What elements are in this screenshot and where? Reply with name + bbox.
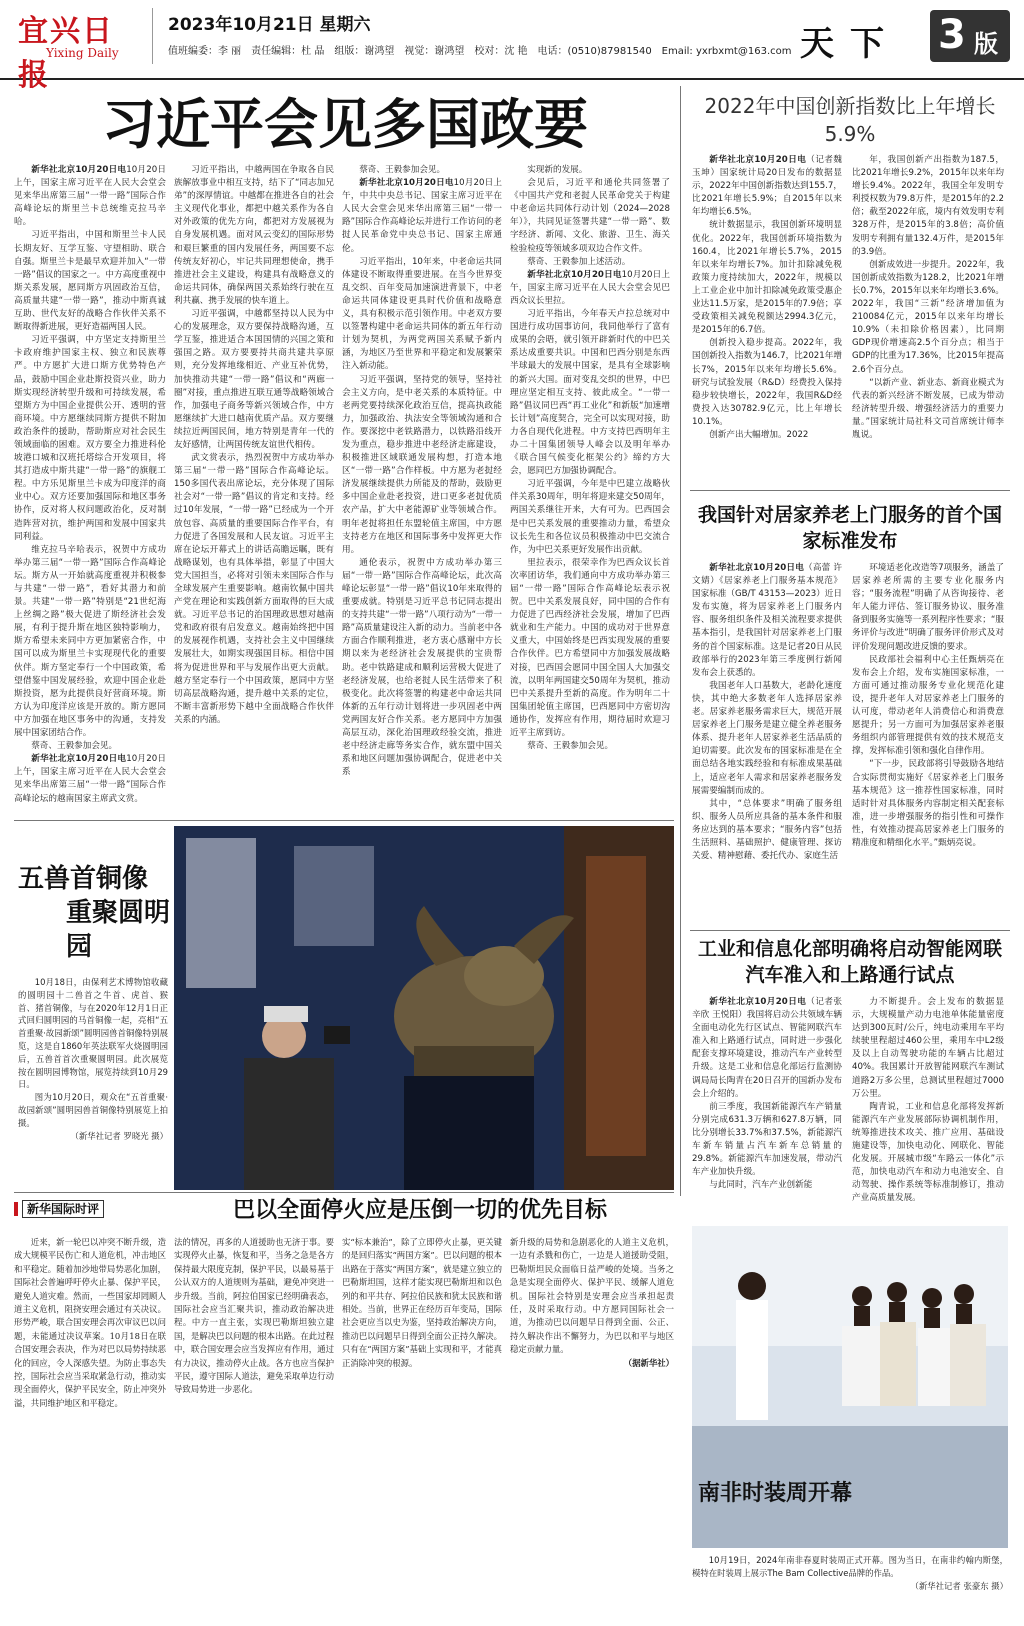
paragraph-text: 10月20日上午，国家主席习近平在人民大会堂会见来华出席第三届“一带一路”国际合作高峰论坛的越南国家主席武文赏。: [14, 754, 166, 804]
paragraph: [852, 259, 1004, 377]
commentary-col2: 法的情况，再多的人道援助也无济于事。要实现停火止暴，恢复和平，当务之急是各方保持最大限度克制，保护平民，以最易基于公认双方的人道规则为基础，避免冲突进一步升级。当前，阿拉伯国家已经明确表态，国际社会应当汇聚共识，推动政治解决进程。中方一直主张，实现巴勒斯坦独立建国，是解决巴以问题的根本出路。在此过程中，联合国安理会应当发挥应有作用，通过有力决议，推动停火止战。各方也应当保护平民，遵守国际人道法，避免采取单边行动导致局势进一步恶化。: [174, 1237, 334, 1395]
paragraph-text: 力不断提升。会上发布的数据显示，大规模量产动力电池单体能量密度达到300瓦时/公斤，纯电动乘用车平均续驶里程超过460公里，乘用车中L2级及以上自动驾驶功能的车辆占比超过40%。我国累计开放智能网联汽车测试道路2万多公里，总测试里程超过7000万公里。: [852, 997, 1004, 1099]
innovation-headline-text: 2022年中国创新指数比上年增长5.9%: [704, 94, 996, 146]
paragraph-text: 习近平指出，中国和斯里兰卡人民长期友好、互学互鉴、守望相助、联合自强。斯里兰卡是最早欢迎并加入“一带一路”倡议的国家之一。中方高度重视中斯关系发展，愿同斯方巩固政治互信，高质量共建“一带一路”，推动中斯真诚互助、世代友好的战略合作伙伴关系不断取得新进展，更好造福两国人民。: [14, 230, 166, 333]
paragraph: [852, 154, 1004, 259]
bronze-caption-credit: （新华社记者 罗晓光 摄）: [70, 1130, 168, 1141]
paragraph-text: 10月20日上午，国家主席习近平在人民大会堂会见来华出席第三届“一带一路”国际合作高峰论坛的斯里兰卡总统维克拉马辛哈。: [14, 165, 166, 228]
bronze-caption-detail: 图为10月20日，观众在“五首重聚·故园新颂”圆明园兽首铜像特别展览上拍摄。: [18, 1092, 168, 1128]
dateline: 新华社北京10月20日电: [31, 754, 127, 765]
paragraph-text: 会见后，习近平和通伦共同签署了《中国共产党和老挝人民革命党关于构建中老命运共同体行动计划（2024—2028年）》，共同见证签署共建“一带一路”、数字经济、新闻、文化、旅游、卫生、海关检验检疫等领域多项双边合作文件。: [510, 178, 670, 254]
paragraph: [14, 229, 166, 334]
bronze-scene-illustration: [174, 826, 674, 1190]
paragraph-text: 习近平指出，10年来，中老命运共同体建设不断取得重要进展。在当今世界变乱交织、百年变局加速演进背景下，中老命运共同体建设更具时代价值和战略意义，具有积极示范引领作用。中老双方要以签署构建中老命运共同体的新五年行动计划为契机，为两党两国关系赋予新内涵，为地区乃至世界和平稳定和发展繁荣注入新动能。: [342, 256, 502, 372]
commentary-tag: [14, 1200, 104, 1217]
commentary-col4: [510, 1236, 674, 1616]
paragraph: [174, 308, 334, 452]
paragraph: [342, 557, 502, 780]
commentary-tag-text: 新华国际时评: [22, 1200, 104, 1218]
paragraph-text: 习近平指出，中越两国在争取各自民族解放事业中相互支持，结下了“同志加兄弟”的深厚情谊。中越都在推进各自的社会主义现代化事业，都把中越关系作为各自对外政策的优先方向，都把对方发展视为自身发展机遇。面对风云变幻的国际形势和艰巨繁重的国内发展任务，两国要不忘传统友好初心，牢记共同理想使命，携手推进社会主义建设，构建具有战略意义的命运共同体，确保两国关系始终行驶在互利共赢、携手发展的快车道上。: [174, 165, 334, 306]
paragraph: [510, 308, 670, 478]
paragraph: [510, 177, 670, 256]
paragraph: [692, 1101, 842, 1180]
paragraph-text: （记者张辛欣 王悦阳）我国将启动公共领域车辆全面电动化先行区试点、智能网联汽车准入和上路通行试点，同时进一步强化配套支撑环境建设，推动汽车产业转型升级。这是工业和信息化部运行监测协调局局长陶青在20日召开的国新办发布会上介绍的。: [692, 997, 842, 1099]
paragraph: [342, 164, 502, 177]
paragraph-text: （记者魏玉坤）国家统计局20日发布的数据显示，2022年中国创新指数达到155.7，比2021年增长5.9%；自2015年以来年均增长6.5%。: [692, 155, 842, 218]
paragraph-text: 蔡奇、王毅参加会见。: [359, 165, 446, 175]
paragraph: [510, 557, 670, 740]
paragraph-text: 统计数据显示，我国创新环境明显优化。2022年，我国创新环境指数为160.4，比2021年增长5.7%，2015年以来年均增长7%。加计扣除减免税政策力度持续加大，2022年，规模以上工业企业中加计扣除减免政策受惠企业达11.5万家，是2015年的7.9倍；享受政策相关减免税额达2994.3亿元，是2015年的6.7倍。: [692, 220, 842, 336]
paragraph-text: “以新产业、新业态、新商业模式为代表的新兴经济不断发展，已成为带动经济转型升级、增强经济活力的重要力量。”国家统计局社科文司首席统计师李胤说。: [852, 377, 1004, 440]
dateline: 新华社北京10月20日电: [709, 155, 807, 165]
paragraph-text: 其中，“总体要求”明确了服务组织、服务人员所应具备的基本条件和服务应达到的基本要求；“服务内容”包括生活照料、基础照护、健康管理、探访关爱、精神慰藉、委托代办、家庭生活: [692, 798, 842, 862]
paragraph-text: 通伦表示，祝贺中方成功举办第三届“一带一路”国际合作高峰论坛，此次高峰论坛彰显“一带一路”倡议10年来取得的重要成就。特别是习近平总书记同志提出的支持共建“一带一路”八项行动为“一带一路”高质量建设注入新的动力。当前老中各方面合作顺利推进，老方衷心感谢中方长期以来为老经济社会发展提供的宝贵帮助。老中铁路建成和顺利运营极大促进了老经济发展，也给老挝人民生活带来了积极变化。此次将签署的构建老中命运共同体新的五年行动计划将进一步巩固老中两党两国友好合作关系。老方愿同中方加强高层互动，深化治国理政经验交流，推进老中经济走廊等务实合作，就东盟中国关系和地区问题加强协调配合，促进老中关系: [342, 557, 502, 778]
paragraph: [692, 680, 842, 798]
paragraph: [14, 544, 166, 740]
commentary-source: （据新华社）: [623, 1357, 674, 1368]
paragraph-text: 民政部社会福利中心主任甄炳亮在发布会上介绍，发布实施国家标准，一方面可通过推动服务专业化规范化建设，提升老年人对居家养老上门服务的认可度，带动老年人消费信心和消费意愿提升；另一方面可为加强居家养老服务组织内部管理提供有效的技术规范支撑，发挥标准引领和强化自律作用。: [852, 654, 1004, 757]
paragraph: [852, 377, 1004, 442]
fashion-caption: [692, 1554, 1008, 1618]
paragraph-text: 年，我国创新产出指数为187.5，比2021年增长9.2%，2015年以来年均增长9.4%。2022年，我国全年发明专利授权数为79.8万件，是2015年的2.2倍；截至2022年底，境内有效发明专利328万件，是2015年的3.8倍；高价值发明专利拥有量132.4万件，是2015年的3.9倍。: [852, 155, 1004, 257]
dateline: 新华社北京10月20日电: [31, 165, 127, 175]
dateline: 新华社北京10月20日电: [359, 178, 454, 189]
paragraph: [174, 164, 334, 308]
logo-text: 宜兴日报: [18, 14, 114, 93]
divider: [690, 930, 1010, 931]
paragraph-text: 创新投入稳步提高。2022年，我国创新投入指数为146.7，比2021年增长7%，2015年以来年均增长5.6%。研究与试验发展（R&D）经费投入保持稳步较快增长，2022年，我国R&D经费投入达30782.9亿元，比上年增长10.1%。: [692, 338, 842, 427]
issue-date: 2023年10月21日 星期六: [168, 15, 371, 35]
bronze-title-line1: 五兽首铜像: [18, 864, 149, 894]
paragraph: [14, 164, 166, 229]
logo-english: Yixing Daily: [46, 46, 119, 60]
paragraph: [510, 164, 670, 177]
paragraph: [852, 1101, 1004, 1206]
commentary-col1: 近来，新一轮巴以冲突不断升级，造成大规模平民伤亡和人道危机，冲击地区和平稳定。随着加沙地带局势恶化加剧，国际社会普遍呼吁停火止暴、保护平民，避免人道灾难。然而，一些国家却罔顾人道主义危机，阻挠安理会通过有关决议。形势严峻，联合国安理会再次审议巴以问题，未能通过决议草案。10月18日在联合国安理会表决，作为对巴以局势持续恶化的回应，令人深感失望。为防止事态失控，国际社会应当采取紧急行动，推动实现全面停火，保护平民安全，防止冲突外溢，共同维护地区和平稳定。: [14, 1237, 166, 1408]
section-title: 天下: [800, 24, 900, 64]
paragraph: [692, 337, 842, 429]
paragraph: [692, 798, 842, 863]
paragraph-text: 环境适老化改造等7项服务，涵盖了居家养老所需的主要专业化服务内容；“服务流程”明确了从咨询接待、老年人能力评估、签订服务协议、服务准备到服务实施等一系列程序性要求；“服务评价与改进”明确了服务评价形式及对评价发现问题改进反馈的要求。: [852, 563, 1004, 652]
paragraph-text: 前三季度，我国新能源汽车产销量分别完成631.3万辆和627.8万辆，同比分别增长33.7%和37.5%，新能源汽车新车销量占汽车新车总销量的29.8%。新能源汽车加速发展，带动汽车产业加快升级。: [692, 1101, 842, 1178]
commentary-col3: 实“标本兼治”，除了立即停火止暴，更关键的是回归落实“两国方案”。巴以问题的根本出路在于落实“两国方案”，就是建立独立的巴勒斯坦国，这样才能实现巴勒斯坦和以色列的和平共存、阿拉伯民族和犹太民族和谐相处。当前，世界正在经历百年变局，国际社会更应当以史为鉴，坚持政治解决方向，推动巴以问题早日得到全面公正持久解决。只有在“两国方案”基础上实现和平，才能真正消除冲突的根源。: [342, 1237, 502, 1368]
article-innovation-col2: [852, 154, 1004, 476]
bronze-caption-main: 10月18日，由保利艺术博物馆收藏的圆明园十二兽首之牛首、虎首、猴首、猪首铜像，与在2020年12月1日正式回归圆明园的马首铜像一起，亮相“五首重聚·故园新颂”圆明园兽首铜像特别展览，这是自1860年英法联军火烧圆明园后，五兽首首次重聚圆明园。此次展览按在圆明园博物馆，展览持续到10月29日。: [18, 977, 168, 1090]
paragraph-text: 习近平强调，中方坚定支持斯里兰卡政府维护国家主权、独立和民族尊严。中方愿扩大进口斯方优势特色产品，鼓励中国企业赴斯投资兴业，助力斯实现经济转型升级和可持续发展，希望斯方为中国企业提供公开、透明的营商环境。中方愿继续同斯方提供不附加政治条件的援助，帮助斯应对社会民生领域面临的困难。双方要全力推进科伦坡港口城和汉班托塔综合开发项目，将其打造成中斯共建“一带一路”的旗舰工程。中方乐见斯里兰卡成为印度洋的商业中心。双方还要加强国际和地区事务协作，反对将人权问题政治化，反对制造阵营对抗，维护两国和发展中国家共同利益。: [14, 335, 166, 542]
paragraph: [692, 429, 842, 442]
masthead: [0, 0, 1024, 93]
article-elderly-col1: [692, 562, 842, 918]
page-suffix: 版: [974, 30, 998, 58]
paragraph: [14, 334, 166, 544]
paragraph: [342, 374, 502, 557]
paragraph-text: 与此同时，汽车产业创新能: [709, 1180, 813, 1191]
article-xi-headline: 习近平会见多国政要: [102, 93, 588, 156]
fashion-title: 南非时装周开幕: [698, 1481, 853, 1506]
paragraph-text: 创新成效进一步提升。2022年，我国创新成效指数为128.2，比2021年增长0.7%，2015年以来年均增长3.6%。2022年，我国“三新”经济增加值为210084亿元，2015年以来年均增长10.9%（未扣除价格因素），比同期GDP现价增速高2.5个百分点；相当于GDP的比重为17.36%，比2015年提高2.6个百分点。: [852, 259, 1004, 375]
paragraph-text: 蔡奇、王毅参加会见。: [527, 741, 614, 752]
article-xi-col1: [14, 164, 166, 808]
paragraph: [14, 753, 166, 805]
newspaper-logo: [18, 6, 138, 93]
divider: [690, 490, 1010, 491]
paragraph-text: 维克拉马辛哈表示，祝贺中方成功举办第三届“一带一路”国际合作高峰论坛。斯方从一开始就高度重视并积极参与共建“一带一路”，看好其潜力和前景。共建“一带一路”特别是“21世纪海上丝绸之路”极大促进了斯经济社会发展，有利于提升斯在地区独特影响力，斯方希望未来同中方更加紧密合作，中国可以成为斯里兰卡实现现代化的重要伙伴。斯方坚定奉行一个中国政策，希望借鉴中国发展经验，欢迎中国企业赴斯投资，愿为此提供良好营商环境。斯方认为印度洋应该是开放的。斯方愿同中方加强在地区事务中的沟通，支持发展中国家团结合作。: [14, 544, 166, 739]
paragraph-text: 我国老年人口基数大，老龄化速度快，其中绝大多数老年人选择居家养老。居家养老服务需求巨大，规范开展居家养老上门服务是建立健全养老服务体系、提升老年人居家养老生活品质的迫切需要。此次发布的国家标准是在全面总结各地实践经验和有标准成果基础上，适应老年人需求和居家养老服务发展需要编制而成的。: [692, 680, 842, 796]
paragraph: [510, 256, 670, 269]
paragraph-text: 实现新的发展。: [527, 165, 588, 175]
article-auto-headline: 工业和信息化部明确将启动智能网联汽车准入和上路通行试点: [697, 938, 1002, 986]
article-innovation-headline: [690, 92, 1010, 148]
paragraph-text: 习近平指出，今年春天卢拉总统对中国进行成功国事访问，我同他举行了富有成果的会晤，就引领开辟新时代的中巴关系达成重要共识。中国和巴西分别是东西半球最大的发展中国家，是具有全球影响的新兴大国。面对变乱交织的世界，中巴理应坚定相互支持、彼此成全。“一带一路”倡议同巴西“再工业化”和新版“加速增长计划”高度契合，完全可以实现对接，助力各自现代化进程。中方支持巴西明年主办二十国集团领导人峰会以及明年举办《联合国气候变化框架公约》缔约方大会，愿同巴方加强协调配合。: [510, 309, 670, 477]
column-divider: [680, 86, 681, 1196]
paragraph-text: 习近平强调，坚持党的领导，坚持社会主义方向，是中老关系的本质特征。中老两党要持续深化政治互信，提高执政能力，加强政治、执法安全等领域沟通和合作。要深挖中老铁路潜力，以铁路沿线开发为重点，稳步推进中老经济走廊建设，积极推进区域联通发展构想，打造本地区“一带一路”合作样板。中方愿为老挝经济发展继续提供力所能及的帮助，鼓励更多中国企业赴老投资，进口更多老挝优质农产品，扩大中老能源矿业等领域合作。明年老挝将担任东盟轮值主席国，中方愿支持老方在地区和国际事务中发挥更大作用。: [342, 374, 502, 555]
dateline: 新华社北京10月20日电: [709, 997, 807, 1007]
tag-marker: [14, 1202, 18, 1216]
page-number-box: [930, 10, 1010, 62]
paragraph-text: 蔡奇、王毅参加会见。: [31, 741, 118, 752]
paragraph-text: “下一步，民政部将引导鼓励各地结合实际贯彻实施好《居家养老上门服务基本规范》这一推荐性国家标准，同时适时针对具体服务内容制定相关配套标准，进一步增强服务的指引性和可操作性，有效推动提高居家养老上门服务的精准度和精细化水平。”甄炳亮说。: [852, 759, 1004, 848]
paragraph: [174, 452, 334, 727]
article-xi-col4: [510, 164, 670, 808]
paragraph: [852, 562, 1004, 654]
paragraph: [692, 154, 842, 219]
paragraph-text: 习近平强调，中越都坚持以人民为中心的发展理念，双方要保持战略沟通，互学互鉴，推进适合本国国情的兴国之策和强国之路。双方要要持共商共建共享原则，充分发挥地缘相近、产业互补优势，加快推动共建“一带一路”倡议和“两廊一圈”对接，重点推进互联互通等战略领域合作，加强电子商务等新兴领域合作，中方愿继续扩大进口越南优质产品。双方要继续拉近两国民间，地方特别是青年一代的友好感情，让两国传统友谊世代相传。: [174, 309, 334, 450]
paragraph: [510, 740, 670, 753]
paragraph: [342, 177, 502, 256]
article-elderly-col2: [852, 562, 1004, 918]
fashion-caption-text: 10月19日，2024年南非春夏时装周正式开幕。图为当日，在南非约翰内斯堡，模特在时装周上展示The Bam Collective品牌的作品。: [692, 1555, 1008, 1578]
article-xi-col2: [174, 164, 334, 808]
paragraph: [692, 996, 842, 1101]
commentary-headline: 巴以全面停火应是压倒一切的优先目标: [232, 1198, 607, 1223]
paragraph-text: 习近平强调，今年是中巴建立战略伙伴关系30周年，明年将迎来建交50周年，两国关系继往开来，大有可为。巴西国会是中巴关系发展的重要推动力量，希望众议长先生和各位议员积极推动中巴交流合作，为中巴关系更好发展作出贡献。: [510, 479, 670, 555]
paragraph: [692, 219, 842, 337]
dateline: 新华社北京10月20日电: [527, 269, 622, 280]
paragraph: [852, 654, 1004, 759]
divider: [14, 820, 674, 821]
bronze-statue-photo: [174, 826, 674, 1190]
paragraph: [852, 758, 1004, 850]
page-number: 3: [938, 12, 966, 58]
paragraph: [14, 740, 166, 753]
paragraph-text: 蔡奇、王毅参加上述活动。: [527, 256, 631, 267]
article-auto-col1: [692, 996, 842, 1216]
paragraph: [692, 1179, 842, 1192]
fashion-caption-credit: （新华社记者 张豪东 摄）: [910, 1580, 1008, 1591]
paragraph-text: 陶青说，工业和信息化部将发挥新能源汽车产业发展部际协调机制作用，统筹推进技术攻关、推广应用、基础设施建设等，加快电动化、网联化、智能化发展。开展城市级“车路云一体化”示范，加快电动汽车和动力电池安全、自动驾驶、操作系统等标准制修订，推动产业高质量发展。: [852, 1101, 1004, 1204]
bronze-title: [18, 862, 178, 964]
commentary-col4-text: 新升级的局势和急剧恶化的人道主义危机，一边有杀戮和伤亡，一边是人道援助受阻，巴勒斯坦民众面临日益严峻的处境。当务之急是实现全面停火、保护平民、缓解人道危机。国际社会特别是安理会应当承担起责任，及时采取行动。中方愿同国际社会一道，为推动巴以问题早日得到全面、公正、持久解决作出不懈努力，为巴以和平与地区稳定贡献力量。: [510, 1237, 674, 1355]
paragraph: [510, 269, 670, 308]
paragraph-text: （高蕾 许文婧）《居家养老上门服务基本规范》国家标准（GB/T 43153—2023）近日发布实施，将为居家养老上门服务内容、服务组织条件及相关流程要求提供基本指引，是我国针对居家养老上门服务的首个国家标准。这是记者20日从民政部举行的2023年第三季度例行新闻发布会上获悉的。: [692, 563, 842, 678]
paragraph: [342, 256, 502, 374]
paragraph-text: 里拉表示，很荣幸作为巴西众议长首次率团访华，我们通向中方成功举办第三届“一带一路”国际合作高峰论坛表示祝贺。巴中关系发展良好，同中国的合作有力促进了巴西经济社会发展，增加了巴西就业和生产能力。中国的成功对于世界意义重大，中国始终是巴西实现发展的重要合作伙伴。巴方希望同中方加强发展战略对接，巴西国会愿同中国全国人大加强交流，以明年两国建交50周年为契机，推动巴中关系提升至新的高度。作为明年二十国集团轮值主席国，巴西愿同中方密切沟通协作，发挥应有作用，期待届时欢迎习近平主席到访。: [510, 557, 670, 739]
article-xi-col3: [342, 164, 502, 808]
paragraph: [510, 478, 670, 557]
divider: [14, 1192, 674, 1193]
bronze-title-line2: 重聚圆明园: [66, 898, 171, 962]
dateline: 新华社北京10月20日电: [709, 563, 805, 573]
fashion-week-photo: [692, 1226, 1008, 1548]
paragraph: [852, 996, 1004, 1101]
paragraph: [692, 562, 842, 680]
paragraph-text: 武文赏表示，热烈祝贺中方成功举办第三届“一带一路”国际合作高峰论坛。150多国代表出席论坛，充分体现了国际社会对“一带一路”倡议的肯定和支持。经过10年发展，“一带一路”已经成为一个开放包容、高质量的重要国际合作平台，有力促进了各国发展和人民友谊。习近平主席在论坛开幕式上的讲话高瞻远瞩，既有战略谋划，也有具体举措，彰显了中国大党大国担当，必将对引领未来国际合作与全球发展产生重要影响。越南钦佩中国共产党在理论和实践创新方面取得的巨大成就。习近平总书记的治国理政思想对越南党和政府很有启发意义。越南始终把中国的发展视作机遇，支持社会主义中国继续发展壮大，如期实现强国目标。相信中国将为促进世界和平与发展作出更大贡献。越方坚定奉行一个中国政策，愿同中方坚切高层战略沟通，提升越中关系的定位，不断丰富新形势下越中全面战略合作伙伴关系的内涵。: [174, 453, 334, 725]
bronze-caption: [18, 976, 168, 1156]
article-innovation-col1: [692, 154, 842, 476]
paragraph-text: 10月20日上午，国家主席习近平在人民大会堂会见巴西众议长里拉。: [510, 269, 670, 306]
editor-credits: 值班编委：李 丽 责任编辑：杜 晶 组版：谢鸿望 视觉：谢鸿望 校对：沈 艳 电话：(0510)87981540 Email: yxrbxmt@163.com: [168, 46, 792, 57]
paragraph-text: 创新产出大幅增加。2022: [709, 429, 809, 440]
paragraph-text: 10月20日上午，中共中央总书记、国家主席习近平在人民大会堂会见来华出席第三届“一带一路”国际合作高峰论坛并进行工作访问的老挝人民革命党中央总书记、国家主席通伦。: [342, 178, 502, 254]
article-auto-col2: [852, 996, 1004, 1216]
article-elderly-headline: 我国针对居家养老上门服务的首个国家标准发布: [697, 504, 1002, 552]
